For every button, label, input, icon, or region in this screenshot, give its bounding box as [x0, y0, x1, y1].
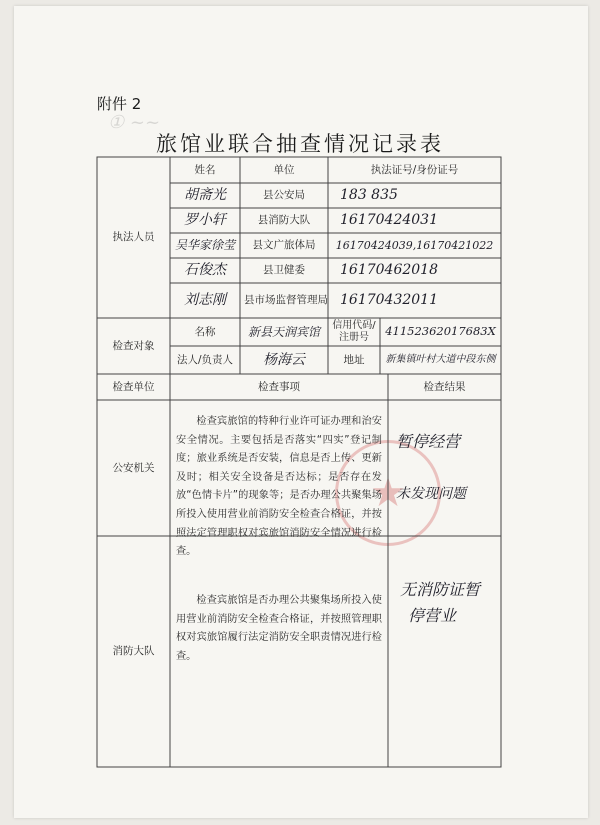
target-name-value: 新县天润宾馆	[247, 324, 320, 339]
fire-result-line1: 无消防证暂	[400, 580, 481, 600]
fire-label: 消防大队	[112, 645, 155, 658]
address-value: 新集镇叶村大道中段东侧	[385, 354, 496, 365]
officer-cert: 183 835	[340, 187, 398, 204]
faint-bleed-through-mark: ① ~~	[108, 112, 161, 133]
officer-name: 胡斋光	[184, 187, 226, 204]
officer-name: 吴华家徐莹	[174, 238, 235, 253]
check-items-header: 检查事项	[258, 380, 300, 393]
officer-unit: 县文广旅体局	[252, 239, 316, 252]
form-title: 旅馆业联合抽查情况记录表	[156, 132, 444, 156]
official-seal-stamp: ★	[335, 440, 441, 546]
legal-person-label: 法人/负责人	[176, 353, 234, 366]
address-label: 地址	[343, 353, 365, 366]
annex-label: 附件 2	[97, 95, 142, 113]
officer-cert: 16170432011	[340, 292, 438, 309]
officer-name: 罗小轩	[184, 212, 226, 229]
target-label: 检查对象	[112, 339, 155, 352]
police-result-line1: 暂停经营	[396, 432, 461, 452]
fire-result-line2: 停营业	[408, 606, 457, 626]
officer-unit: 县消防大队	[257, 214, 311, 227]
officer-name: 石俊杰	[184, 262, 226, 279]
fire-check-items: 检查宾旅馆是否办理公共聚集场所投入使用营业前消防安全检查合格证，并按照管理职权对宾旅馆履行法定消防安全职责情况进行检查。	[176, 595, 382, 662]
police-label: 公安机关	[112, 461, 155, 474]
officer-cert: 16170424031	[340, 212, 438, 229]
police-check-items: 检查宾旅馆的特种行业许可证办理和治安安全情况。主要包括是否落实“四实”登记制度；旅业系统是否安装，信息是否上传、更新及时；相关安全设备是否达标；是否存在发放“色情卡片”的现象等；是否办理公共聚集场所投入使用营业前消防安全检查合格证，并按照法定管理职权对宾旅馆消防安全情况进行检查。	[176, 416, 382, 558]
enforcement-label: 执法人员	[112, 231, 155, 244]
header-cert: 执法证号/身份证号	[370, 163, 459, 176]
credit-code-label: 信用代码/注册号	[332, 320, 376, 343]
legal-person-value: 杨海云	[263, 351, 305, 368]
officer-cert: 16170462018	[340, 262, 438, 279]
credit-code-value: 41152362017683X	[385, 324, 496, 339]
police-result-line2: 未发现问题	[396, 485, 466, 502]
officer-unit: 县卫健委	[263, 264, 305, 277]
target-name-label: 名称	[194, 325, 216, 338]
officer-unit: 县公安局	[263, 189, 305, 202]
officer-unit: 县市场监督管理局	[244, 294, 328, 307]
check-unit-header: 检查单位	[112, 380, 155, 393]
header-unit: 单位	[273, 163, 295, 176]
officer-name: 刘志刚	[184, 292, 226, 309]
officer-cert: 16170424039,16170421022	[335, 238, 494, 252]
header-name: 姓名	[194, 163, 216, 176]
check-result-header: 检查结果	[423, 380, 466, 393]
